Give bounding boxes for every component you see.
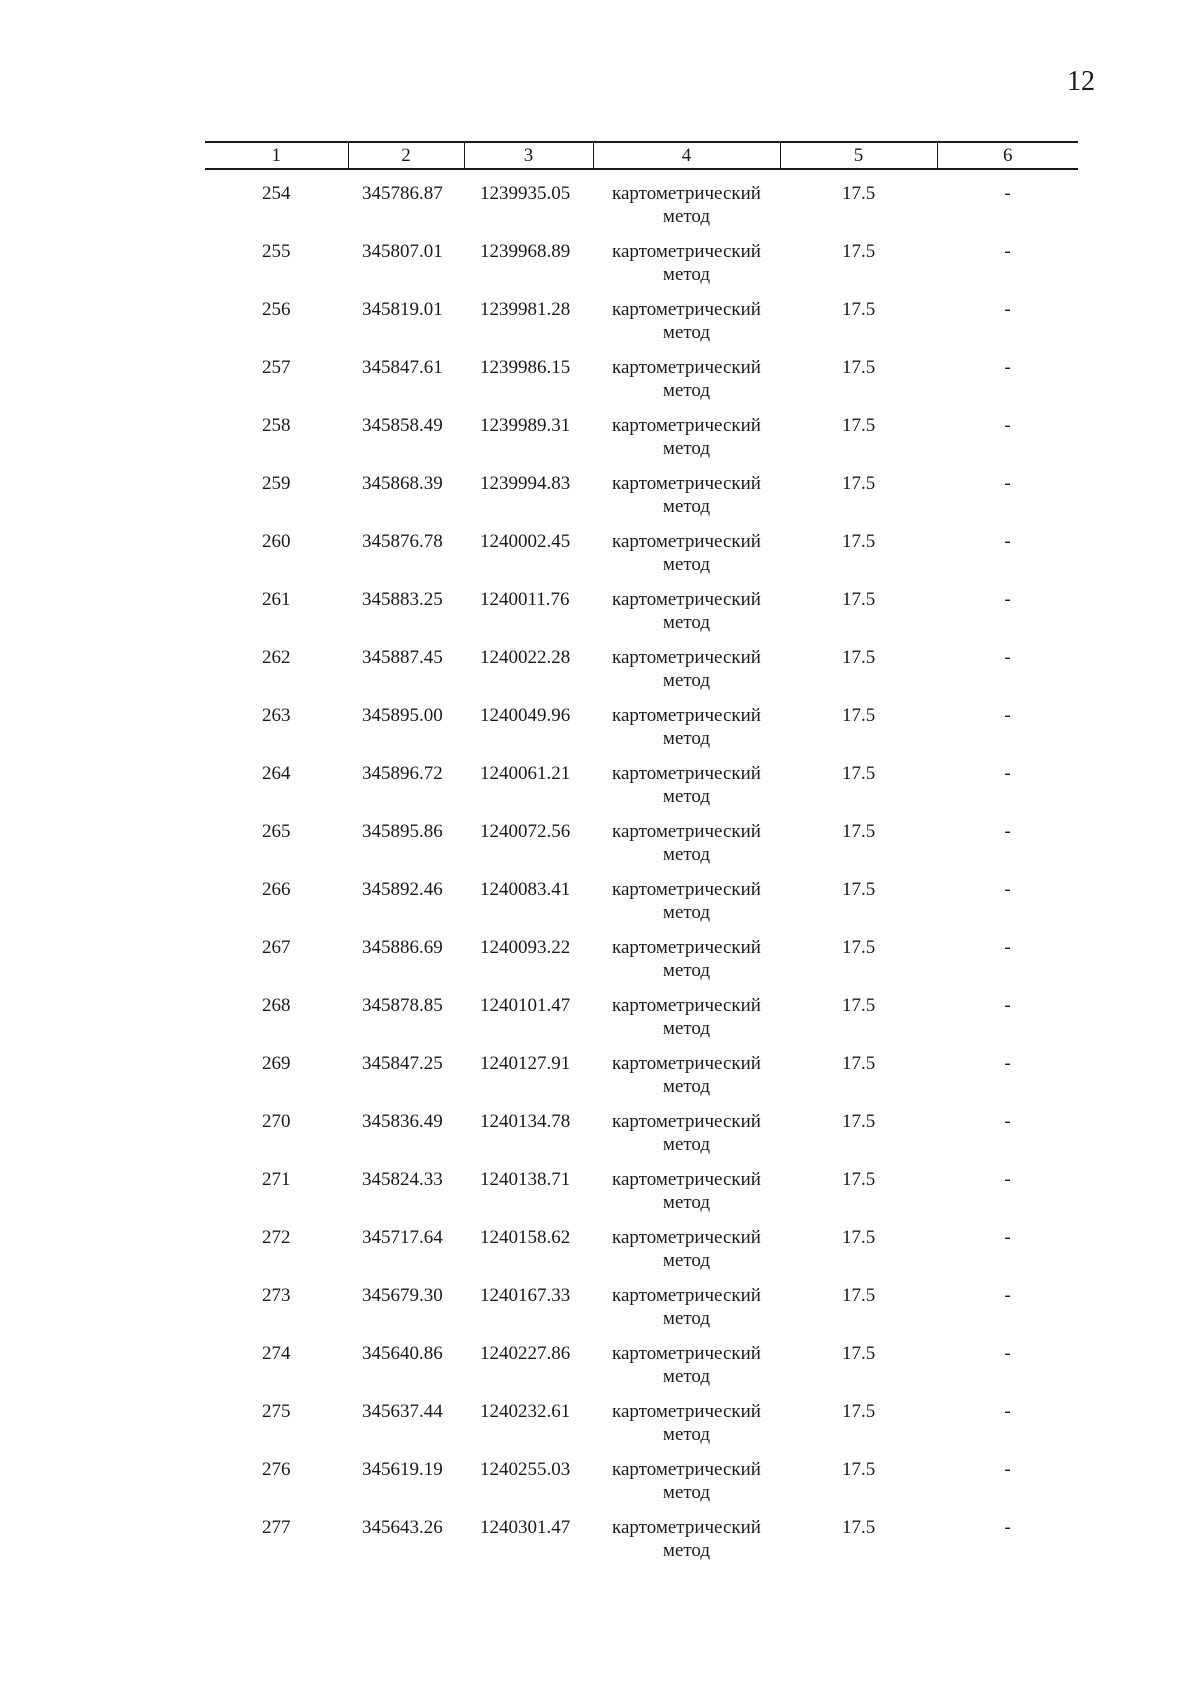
point-number-cell: 273 xyxy=(262,1285,291,1306)
x-coordinate-cell: 345886.69 xyxy=(362,937,443,958)
method-line-1: картометрический xyxy=(612,1169,761,1190)
y-coordinate-cell: 1240083.41 xyxy=(480,879,571,900)
table-row xyxy=(205,1516,1078,1574)
method-line-2: метод xyxy=(662,1366,711,1387)
precision-cell: 17.5 xyxy=(842,937,876,958)
table-row xyxy=(205,1168,1078,1226)
note-cell: - xyxy=(1004,1285,1011,1306)
method-line-2: метод xyxy=(662,902,711,923)
note-cell: - xyxy=(1004,1343,1011,1364)
x-coordinate-cell: 345807.01 xyxy=(362,241,443,262)
x-coordinate-cell: 345883.25 xyxy=(362,589,443,610)
header-col-2: 2 xyxy=(348,142,464,169)
method-cell xyxy=(593,1226,780,1284)
method-cell xyxy=(593,994,780,1052)
note-cell: - xyxy=(1004,299,1011,320)
x-coordinate-cell: 345858.49 xyxy=(362,415,443,436)
point-number-cell: 260 xyxy=(262,531,291,552)
precision-cell: 17.5 xyxy=(842,1459,876,1480)
point-number-cell: 261 xyxy=(262,589,291,610)
method-cell xyxy=(593,1284,780,1342)
point-number-cell: 267 xyxy=(262,937,291,958)
note-cell: - xyxy=(1004,473,1011,494)
table-row xyxy=(205,704,1078,762)
x-coordinate-cell: 345619.19 xyxy=(362,1459,443,1480)
method-cell xyxy=(593,646,780,704)
precision-cell: 17.5 xyxy=(842,647,876,668)
point-number-cell: 256 xyxy=(262,299,291,320)
table-row xyxy=(205,646,1078,704)
method-line-1: картометрический xyxy=(612,1343,761,1364)
method-line-1: картометрический xyxy=(612,763,761,784)
note-cell: - xyxy=(1004,531,1011,552)
x-coordinate-cell: 345819.01 xyxy=(362,299,443,320)
method-line-1: картометрический xyxy=(612,1053,761,1074)
y-coordinate-cell: 1240072.56 xyxy=(480,821,571,842)
method-line-1: картометрический xyxy=(612,589,761,610)
table-row xyxy=(205,820,1078,878)
method-line-1: картометрический xyxy=(612,1517,761,1538)
point-number-cell: 257 xyxy=(262,357,291,378)
x-coordinate-cell: 345895.00 xyxy=(362,705,443,726)
x-coordinate-cell: 345643.26 xyxy=(362,1517,443,1538)
x-coordinate-cell: 345876.78 xyxy=(362,531,443,552)
method-cell xyxy=(593,588,780,646)
method-line-1: картометрический xyxy=(612,531,761,552)
x-coordinate-cell: 345640.86 xyxy=(362,1343,443,1364)
precision-cell: 17.5 xyxy=(842,763,876,784)
point-number-cell: 266 xyxy=(262,879,291,900)
method-line-2: метод xyxy=(662,264,711,285)
x-coordinate-cell: 345679.30 xyxy=(362,1285,443,1306)
method-line-2: метод xyxy=(662,206,711,227)
method-line-1: картометрический xyxy=(612,183,761,204)
x-coordinate-cell: 345868.39 xyxy=(362,473,443,494)
y-coordinate-cell: 1239935.05 xyxy=(480,183,571,204)
method-cell xyxy=(593,1342,780,1400)
y-coordinate-cell: 1240158.62 xyxy=(480,1227,571,1248)
point-number-cell: 275 xyxy=(262,1401,291,1422)
x-coordinate-cell: 345896.72 xyxy=(362,763,443,784)
coordinates-table xyxy=(205,141,1078,1574)
precision-cell: 17.5 xyxy=(842,1111,876,1132)
method-line-2: метод xyxy=(662,1424,711,1445)
method-line-2: метод xyxy=(662,612,711,633)
point-number-cell: 262 xyxy=(262,647,291,668)
table-row xyxy=(205,878,1078,936)
method-cell xyxy=(593,298,780,356)
point-number-cell: 270 xyxy=(262,1111,291,1132)
method-line-1: картометрический xyxy=(612,1111,761,1132)
precision-cell: 17.5 xyxy=(842,1401,876,1422)
note-cell: - xyxy=(1004,1111,1011,1132)
x-coordinate-cell: 345637.44 xyxy=(362,1401,443,1422)
precision-cell: 17.5 xyxy=(842,995,876,1016)
y-coordinate-cell: 1240049.96 xyxy=(480,705,571,726)
method-line-1: картометрический xyxy=(612,937,761,958)
method-line-1: картометрический xyxy=(612,1285,761,1306)
table-header xyxy=(205,142,1078,169)
method-line-2: метод xyxy=(662,844,711,865)
method-line-2: метод xyxy=(662,1192,711,1213)
method-line-1: картометрический xyxy=(612,879,761,900)
y-coordinate-cell: 1239986.15 xyxy=(480,357,571,378)
method-line-1: картометрический xyxy=(612,995,761,1016)
point-number-cell: 264 xyxy=(262,763,291,784)
method-line-2: метод xyxy=(662,1540,711,1561)
precision-cell: 17.5 xyxy=(842,879,876,900)
note-cell: - xyxy=(1004,415,1011,436)
x-coordinate-cell: 345847.61 xyxy=(362,357,443,378)
method-cell xyxy=(593,936,780,994)
table-row xyxy=(205,1052,1078,1110)
method-line-2: метод xyxy=(662,1018,711,1039)
method-line-1: картометрический xyxy=(612,357,761,378)
method-cell xyxy=(593,820,780,878)
y-coordinate-cell: 1239994.83 xyxy=(480,473,571,494)
y-coordinate-cell: 1240255.03 xyxy=(480,1459,571,1480)
method-cell xyxy=(593,240,780,298)
page-number: 12 xyxy=(1067,66,1095,97)
method-line-2: метод xyxy=(662,1076,711,1097)
method-cell xyxy=(593,530,780,588)
method-line-1: картометрический xyxy=(612,473,761,494)
precision-cell: 17.5 xyxy=(842,531,876,552)
method-line-1: картометрический xyxy=(612,705,761,726)
method-line-2: метод xyxy=(662,380,711,401)
header-col-3: 3 xyxy=(464,142,593,169)
note-cell: - xyxy=(1004,879,1011,900)
method-line-2: метод xyxy=(662,960,711,981)
method-line-1: картометрический xyxy=(612,1401,761,1422)
method-line-2: метод xyxy=(662,496,711,517)
table-row xyxy=(205,1226,1078,1284)
x-coordinate-cell: 345717.64 xyxy=(362,1227,443,1248)
point-number-cell: 255 xyxy=(262,241,291,262)
precision-cell: 17.5 xyxy=(842,299,876,320)
point-number-cell: 277 xyxy=(262,1517,291,1538)
table-row xyxy=(205,530,1078,588)
method-cell xyxy=(593,356,780,414)
y-coordinate-cell: 1240232.61 xyxy=(480,1401,571,1422)
method-line-2: метод xyxy=(662,438,711,459)
method-cell xyxy=(593,414,780,472)
note-cell: - xyxy=(1004,1459,1011,1480)
method-line-1: картометрический xyxy=(612,241,761,262)
y-coordinate-cell: 1240167.33 xyxy=(480,1285,571,1306)
note-cell: - xyxy=(1004,1053,1011,1074)
x-coordinate-cell: 345836.49 xyxy=(362,1111,443,1132)
point-number-cell: 271 xyxy=(262,1169,291,1190)
precision-cell: 17.5 xyxy=(842,473,876,494)
method-line-2: метод xyxy=(662,322,711,343)
method-line-2: метод xyxy=(662,1308,711,1329)
note-cell: - xyxy=(1004,705,1011,726)
y-coordinate-cell: 1240134.78 xyxy=(480,1111,571,1132)
method-cell xyxy=(593,1168,780,1226)
table-row xyxy=(205,1342,1078,1400)
point-number-cell: 263 xyxy=(262,705,291,726)
table-body xyxy=(205,169,1078,1574)
x-coordinate-cell: 345887.45 xyxy=(362,647,443,668)
point-number-cell: 265 xyxy=(262,821,291,842)
precision-cell: 17.5 xyxy=(842,1343,876,1364)
y-coordinate-cell: 1240127.91 xyxy=(480,1053,571,1074)
x-coordinate-cell: 345892.46 xyxy=(362,879,443,900)
y-coordinate-cell: 1240093.22 xyxy=(480,937,571,958)
method-cell xyxy=(593,704,780,762)
x-coordinate-cell: 345878.85 xyxy=(362,995,443,1016)
precision-cell: 17.5 xyxy=(842,241,876,262)
method-cell xyxy=(593,169,780,240)
y-coordinate-cell: 1240061.21 xyxy=(480,763,571,784)
note-cell: - xyxy=(1004,1227,1011,1248)
y-coordinate-cell: 1240022.28 xyxy=(480,647,571,668)
note-cell: - xyxy=(1004,1517,1011,1538)
method-line-2: метод xyxy=(662,1134,711,1155)
y-coordinate-cell: 1239989.31 xyxy=(480,415,571,436)
header-col-4: 4 xyxy=(593,142,780,169)
point-number-cell: 276 xyxy=(262,1459,291,1480)
y-coordinate-cell: 1240002.45 xyxy=(480,531,571,552)
note-cell: - xyxy=(1004,589,1011,610)
note-cell: - xyxy=(1004,1401,1011,1422)
precision-cell: 17.5 xyxy=(842,821,876,842)
method-cell xyxy=(593,878,780,936)
precision-cell: 17.5 xyxy=(842,589,876,610)
precision-cell: 17.5 xyxy=(842,705,876,726)
table-row xyxy=(205,762,1078,820)
point-number-cell: 259 xyxy=(262,473,291,494)
y-coordinate-cell: 1240227.86 xyxy=(480,1343,571,1364)
method-line-1: картометрический xyxy=(612,1227,761,1248)
y-coordinate-cell: 1240301.47 xyxy=(480,1517,571,1538)
y-coordinate-cell: 1240138.71 xyxy=(480,1169,571,1190)
table-row xyxy=(205,588,1078,646)
point-number-cell: 258 xyxy=(262,415,291,436)
table-row xyxy=(205,936,1078,994)
note-cell: - xyxy=(1004,183,1011,204)
header-col-6: 6 xyxy=(937,142,1078,169)
method-line-2: метод xyxy=(662,670,711,691)
point-number-cell: 274 xyxy=(262,1343,291,1364)
table-row xyxy=(205,1284,1078,1342)
method-line-2: метод xyxy=(662,554,711,575)
precision-cell: 17.5 xyxy=(842,1053,876,1074)
y-coordinate-cell: 1239968.89 xyxy=(480,241,571,262)
note-cell: - xyxy=(1004,821,1011,842)
precision-cell: 17.5 xyxy=(842,357,876,378)
y-coordinate-cell: 1239981.28 xyxy=(480,299,571,320)
method-cell xyxy=(593,1110,780,1168)
precision-cell: 17.5 xyxy=(842,183,876,204)
method-cell xyxy=(593,1400,780,1458)
y-coordinate-cell: 1240011.76 xyxy=(480,589,570,610)
x-coordinate-cell: 345847.25 xyxy=(362,1053,443,1074)
point-number-cell: 254 xyxy=(262,183,291,204)
note-cell: - xyxy=(1004,937,1011,958)
method-line-1: картометрический xyxy=(612,821,761,842)
note-cell: - xyxy=(1004,763,1011,784)
table-row xyxy=(205,414,1078,472)
method-cell xyxy=(593,1458,780,1516)
table-row xyxy=(205,1458,1078,1516)
table-row xyxy=(205,356,1078,414)
method-line-2: метод xyxy=(662,786,711,807)
header-col-1: 1 xyxy=(205,142,348,169)
table-row xyxy=(205,169,1078,240)
method-cell xyxy=(593,762,780,820)
precision-cell: 17.5 xyxy=(842,415,876,436)
header-row xyxy=(205,142,1078,169)
x-coordinate-cell: 345824.33 xyxy=(362,1169,443,1190)
note-cell: - xyxy=(1004,995,1011,1016)
method-cell xyxy=(593,1516,780,1574)
precision-cell: 17.5 xyxy=(842,1285,876,1306)
note-cell: - xyxy=(1004,1169,1011,1190)
precision-cell: 17.5 xyxy=(842,1169,876,1190)
method-line-2: метод xyxy=(662,1482,711,1503)
x-coordinate-cell: 345895.86 xyxy=(362,821,443,842)
note-cell: - xyxy=(1004,241,1011,262)
method-line-1: картометрический xyxy=(612,299,761,320)
point-number-cell: 272 xyxy=(262,1227,291,1248)
precision-cell: 17.5 xyxy=(842,1517,876,1538)
point-number-cell: 269 xyxy=(262,1053,291,1074)
method-cell xyxy=(593,1052,780,1110)
table-row xyxy=(205,298,1078,356)
table-row xyxy=(205,240,1078,298)
x-coordinate-cell: 345786.87 xyxy=(362,183,443,204)
note-cell: - xyxy=(1004,647,1011,668)
point-number-cell: 268 xyxy=(262,995,291,1016)
method-line-2: метод xyxy=(662,1250,711,1271)
method-cell xyxy=(593,472,780,530)
method-line-1: картометрический xyxy=(612,415,761,436)
header-col-5: 5 xyxy=(780,142,937,169)
method-line-2: метод xyxy=(662,728,711,749)
table-row xyxy=(205,994,1078,1052)
note-cell: - xyxy=(1004,357,1011,378)
precision-cell: 17.5 xyxy=(842,1227,876,1248)
method-line-1: картометрический xyxy=(612,647,761,668)
y-coordinate-cell: 1240101.47 xyxy=(480,995,571,1016)
method-line-1: картометрический xyxy=(612,1459,761,1480)
table-row xyxy=(205,1110,1078,1168)
table-row xyxy=(205,472,1078,530)
table-row xyxy=(205,1400,1078,1458)
